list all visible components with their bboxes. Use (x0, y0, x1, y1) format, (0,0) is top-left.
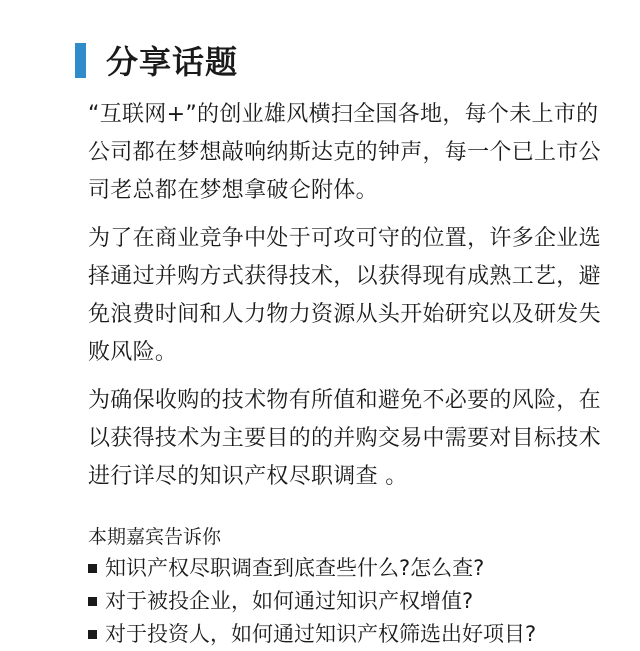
article-body (88, 96, 608, 651)
paragraph-ma: 为了在商业竞争中处于可攻可守的位置，许多企业选择通过并购方式获得技术，以获得现有成熟工艺，避免浪费时间和人力物力资源从头开始研究以及研发失败风险。 (88, 226, 601, 365)
list-item (88, 552, 608, 585)
guest-intro: 本期嘉宾告诉你 (88, 526, 222, 548)
question-text: 知识产权尽职调查到底查些什么?怎么查? (105, 556, 485, 580)
paragraph-intro: “互联网+”的创业雄风横扫全国各地，每个未上市的公司都在梦想敲响纳斯达克的钟声，每一个已上市公司老总都在梦想拿破仑附体。 (88, 102, 601, 203)
page-title: 分享话题 (106, 43, 239, 81)
question-list (88, 552, 608, 651)
question-text: 对于投资人，如何通过知识产权筛选出好项目? (105, 622, 537, 646)
section-header (75, 40, 238, 80)
list-item (88, 618, 608, 651)
bullet-square-icon (88, 597, 97, 606)
bullet-square-icon (88, 564, 97, 573)
question-text: 对于被投企业，如何通过知识产权增值? (105, 589, 474, 613)
bullet-square-icon (88, 630, 97, 639)
accent-bar (75, 43, 86, 78)
paragraph-due-diligence: 为确保收购的技术物有所值和避免不必要的风险，在以获得技术为主要目的的并购交易中需要对目标技术进行详尽的知识产权尽职调查 。 (88, 388, 601, 489)
list-item (88, 585, 608, 618)
